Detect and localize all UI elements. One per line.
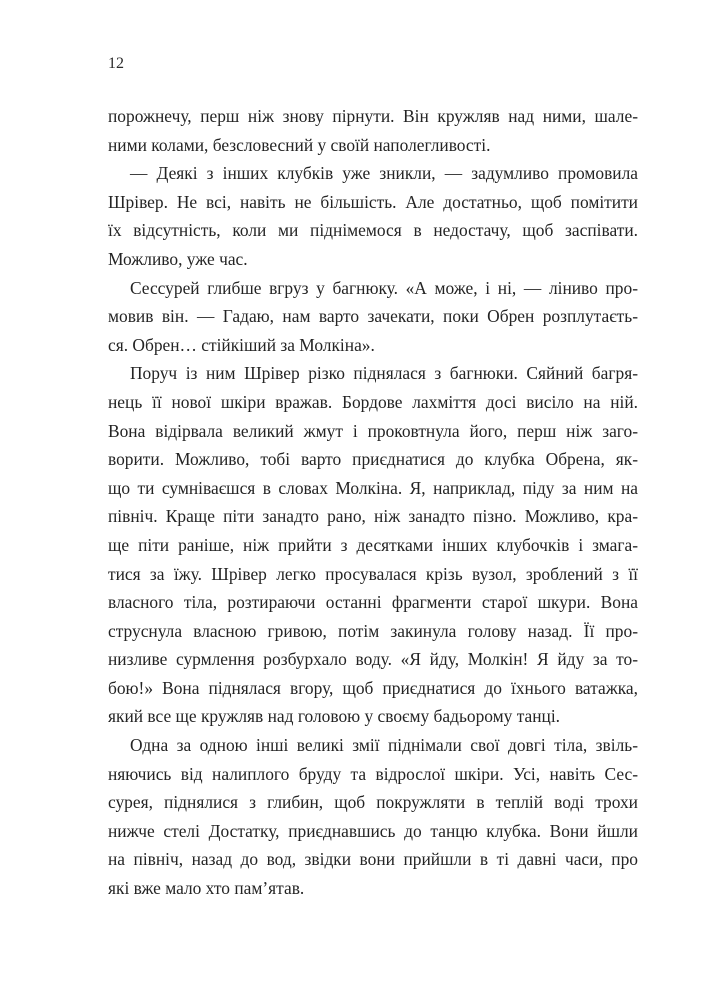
text-line: бою!» Вона піднялася вгору, щоб приєднатися до їхнього ватажка, <box>108 677 638 698</box>
text-line: ще піти раніше, ніж прийти з десятками інших клубочків і змага- <box>108 534 638 555</box>
text-line: власного тіла, розтираючи останні фрагменти старої шкури. Вона <box>108 592 638 613</box>
text-line: Сессурей глибше вгруз у багнюку. «А може, і ні, — ліниво про- <box>130 277 638 298</box>
text-line: ворити. Можливо, тобі варто приєднатися до клубка Обрена, як- <box>108 449 638 470</box>
paragraph <box>108 159 638 273</box>
text-line: порожнечу, перш ніж знову пірнути. Він кружляв над ними, шале- <box>108 106 638 126</box>
text-line: Одна за одною інші великі змії піднімали свої довгі тіла, звіль- <box>130 735 638 756</box>
text-line: мовив він. — Гадаю, нам варто зачекати, поки Обрен розплутаєть- <box>108 306 638 327</box>
text-line: Можливо, уже час. <box>108 248 248 269</box>
text-line: північ. Краще піти занадто рано, ніж занадто пізно. Можливо, кра- <box>108 506 638 527</box>
text-line: няючись від налиплого бруду та відрослої шкіри. Усі, навіть Сес- <box>108 763 638 784</box>
text-line: — Деякі з інших клубків уже зникли, — задумливо промовила <box>130 163 638 184</box>
paragraph <box>108 102 638 159</box>
page-number: 12 <box>108 55 124 72</box>
text-line: тися за їжу. Шрівер легко просувалася крізь вузол, зроблений з її <box>108 563 638 584</box>
text-line: який все ще кружляв над головою у своєму бадьорому танці. <box>108 706 561 727</box>
text-line: сурея, піднялися з глибин, щоб покружляти в теплій воді трохи <box>108 792 638 813</box>
body-text <box>108 102 638 903</box>
text-line: їх відсутність, коли ми піднімемося в недостачу, щоб заспівати. <box>108 220 638 241</box>
text-line: Поруч із ним Шрівер різко піднялася з багнюки. Сяйний багря- <box>130 363 638 384</box>
text-line: ними колами, безсловесний у своїй наполегливості. <box>108 134 491 155</box>
text-line: ся. Обрен… стійкіший за Молкіна». <box>108 334 375 355</box>
text-line: що ти сумніваєшся в словах Молкіна. Я, наприклад, піду за ним на <box>108 477 638 498</box>
text-line: на північ, назад до вод, звідки вони прийшли в ті давні часи, про <box>108 849 638 870</box>
text-line: які вже мало хто пам’ятав. <box>108 878 305 899</box>
text-line: струснула власною гривою, потім закинула голову назад. Її про- <box>108 620 638 641</box>
text-line: нижче стелі Достатку, приєднавшись до танцю клубка. Вони йшли <box>108 820 638 841</box>
paragraph <box>108 274 638 360</box>
paragraph <box>108 359 638 731</box>
text-line: Вона відірвала великий жмут і проковтнула його, перш ніж заго- <box>108 420 638 441</box>
text-line: Шрівер. Не всі, навіть не більшість. Але достатньо, щоб помітити <box>108 191 638 212</box>
paragraph <box>108 731 638 903</box>
text-line: низливе сурмлення розбурхало воду. «Я йду, Молкін! Я йду за то- <box>108 649 638 670</box>
text-line: нець її нової шкіри вражав. Бордове лахміття досі висіло на ній. <box>108 391 638 412</box>
